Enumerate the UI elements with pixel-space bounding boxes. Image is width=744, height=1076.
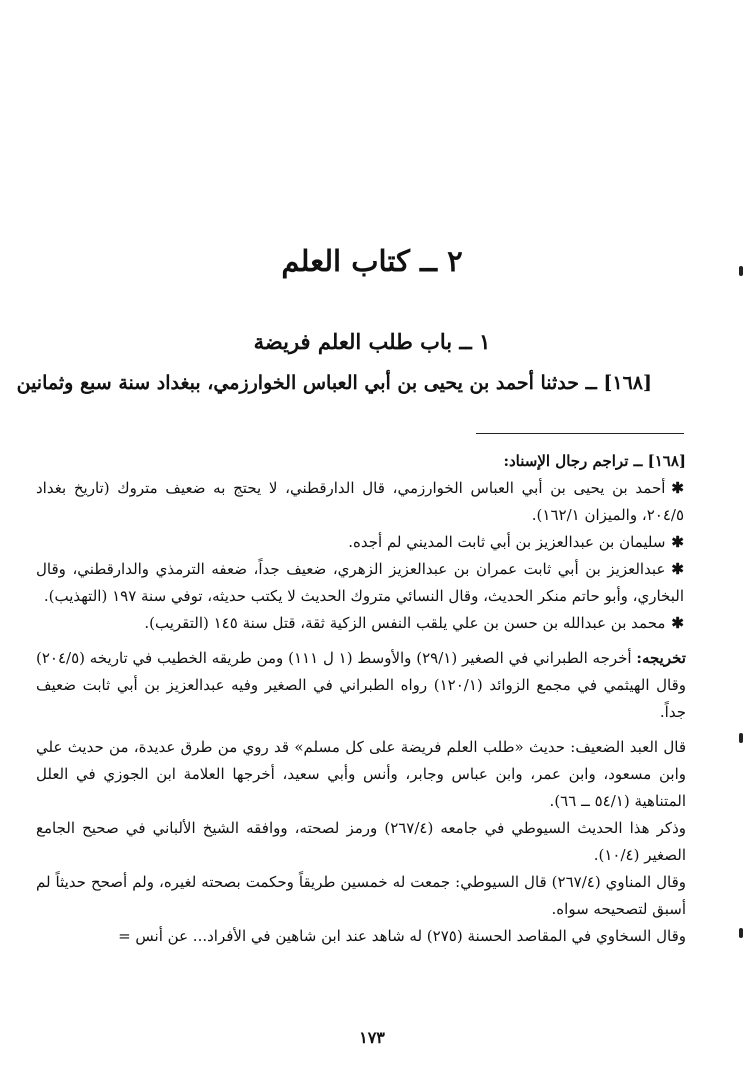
commentary-paragraph: وذكر هذا الحديث السيوطي في جامعه (٢٦٧/٤) ورمز لصحته، ووافقه الشيخ الألباني في صحيح الجامع الصغير (١٠/٤). [36, 819, 686, 864]
narrator-entry [36, 475, 686, 529]
narrator-text: محمد بن عبدالله بن حسن بن علي يلقب النفس الزكية ثقة، قتل سنة ١٤٥ (التقريب). [144, 614, 666, 632]
page-number: ١٧٣ [359, 1028, 385, 1047]
footnotes [36, 448, 686, 950]
narrator-text: سليمان بن عبدالعزيز بن أبي ثابت المديني لم أجده. [348, 533, 666, 551]
book-title: ٢ ــ كتاب العلم [281, 244, 463, 278]
takhrij-paragraph [36, 645, 686, 726]
commentary-paragraph: وقال المناوي (٢٦٧/٤) قال السيوطي: جمعت له خمسين طريقاً وحكمت بصحته لغيره، ولم أصحح حديثاً لم أسبق لتصحيحه سواه. [36, 873, 687, 918]
commentary-paragraph: قال العبد الضعيف: حديث «طلب العلم فريضة على كل مسلم» قد روي من طرق عديدة، من حديث علي وابن مسعود، وابن عمر، وابن عباس وجابر، وأنس وأبي سعيد، أخرجها العلامة ابن الجوزي في العلل المتناهية (٥٤/١ ــ ٦٦). [36, 738, 686, 810]
asterisk-icon: ✱ [671, 614, 684, 632]
narrator-entry [36, 556, 686, 610]
scan-edge-mark [739, 928, 743, 938]
takhrij-text: أخرجه الطبراني في الصغير (٢٩/١) والأوسط (١ ل ١١١) ومن طريقه الخطيب في تاريخه (٢٠٤/٥) وقال الهيثمي في مجمع الزوائد (١٢٠/١) رواه الطبراني في الصغير وفيه عبدالعزيز بن أبي ثابت ضعيف جداً. [36, 649, 686, 721]
narrator-entry [36, 610, 686, 637]
narrator-text: عبدالعزيز بن أبي ثابت عمران بن عبدالعزيز الزهري، ضعيف جداً، ضعفه الترمذي والدارقطني، وقال البخاري، وأبو حاتم منكر الحديث، وقال النسائي متروك الحديث لا يكتب حديثه، توفي سنة ١٩٧ (التهذيب). [36, 560, 684, 605]
asterisk-icon: ✱ [671, 533, 684, 551]
scan-edge-mark [739, 733, 743, 743]
asterisk-icon: ✱ [671, 479, 684, 497]
commentary-paragraph: وقال السخاوي في المقاصد الحسنة (٢٧٥) له شاهد عند ابن شاهين في الأفراد... عن أنس = [118, 927, 686, 945]
takhrij-label: تخريجه: [636, 649, 686, 667]
scan-edge-mark [739, 266, 743, 276]
footnote-separator [476, 433, 684, 434]
narrator-text: أحمد بن يحيى بن أبي العباس الخوارزمي، قال الدارقطني، لا يحتج به ضعيف متروك (تاريخ بغداد ٢٠٤/٥، والميزان ١٦٢/١). [36, 479, 684, 524]
hadith-isnad-line: [١٦٨] ــ حدثنا أحمد بن يحيى بن أبي العباس الخوارزمي، ببغداد سنة سبع وثمانين [16, 372, 652, 394]
asterisk-icon: ✱ [671, 560, 684, 578]
chapter-title: ١ ــ باب طلب العلم فريضة [253, 329, 491, 354]
narrator-entry [36, 529, 686, 556]
footnote-heading: [١٦٨] ــ تراجم رجال الإسناد: [503, 452, 686, 470]
